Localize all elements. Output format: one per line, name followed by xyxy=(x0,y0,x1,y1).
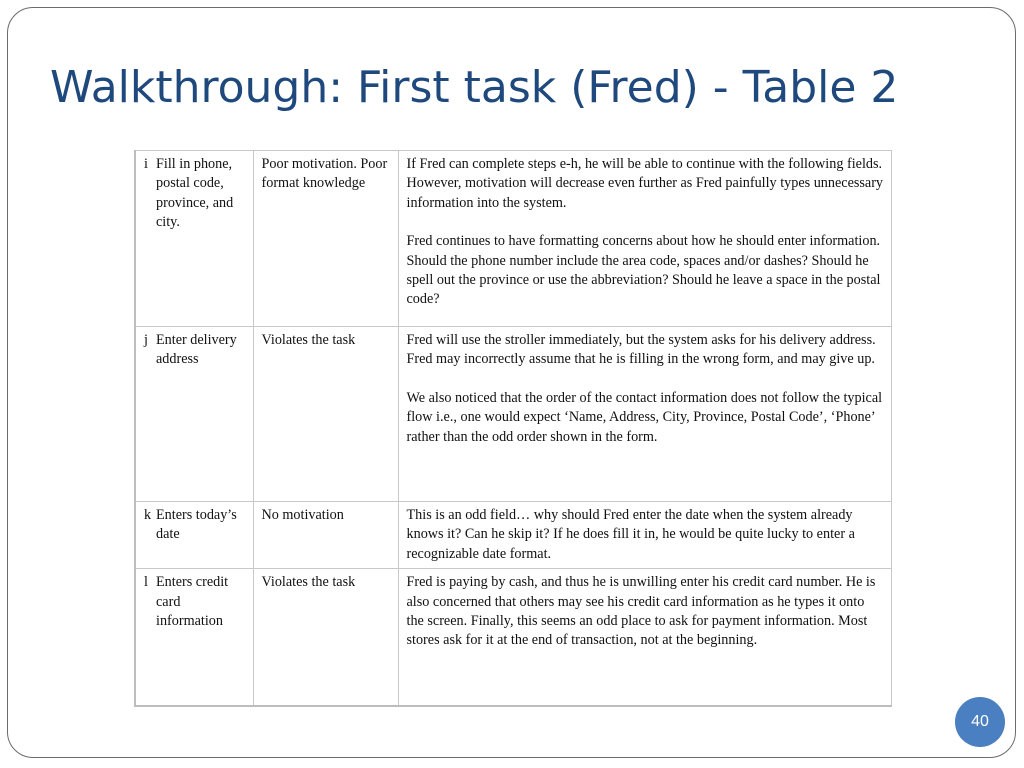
description-cell xyxy=(398,151,891,327)
description-cell xyxy=(398,327,891,502)
step-cell xyxy=(135,569,253,706)
walkthrough-table-image xyxy=(134,150,890,698)
problem-cell: Violates the task xyxy=(253,569,398,706)
step-text: Enters credit card information xyxy=(156,574,229,630)
description-paragraph: We also noticed that the order of the contact information does not follow the typical flow i.e., one would expect ‘Name, Address, City, Province, Postal Code’, ‘Phone’ rather than the odd order shown in the form. xyxy=(406,389,883,445)
description-paragraph: This is an odd field… why should Fred enter the date when the system already knows it? Can he skip it? If he does fill it in, he would be quite lucky to enter a recognizable date format. xyxy=(406,507,855,562)
problem-cell: No motivation xyxy=(253,502,398,569)
step-letter: i xyxy=(144,156,148,172)
problem-cell: Violates the task xyxy=(253,327,398,502)
page-number: 40 xyxy=(971,713,989,730)
table-row xyxy=(135,151,891,327)
description-paragraph: Fred continues to have formatting concerns about how he should enter information. Should the phone number include the area code, spaces and/or dashes? Should he spell out the province or use the abbreviation? Should he leave a space in the postal code? xyxy=(406,233,881,308)
slide-title: Walkthrough: First task (Fred) - Table 2 xyxy=(50,62,899,113)
step-text: Enter delivery address xyxy=(156,332,237,368)
step-letter: l xyxy=(144,574,148,591)
description-paragraph: Fred will use the stroller immediately, but the system asks for his delivery address. Fred may incorrectly assume that he is filling in the wrong form, and may give up. xyxy=(406,332,876,368)
table-row xyxy=(135,327,891,502)
table-row xyxy=(135,569,891,706)
step-text: Fill in phone, postal code, province, and city. xyxy=(156,156,234,231)
step-cell xyxy=(135,327,253,502)
page-number-badge xyxy=(955,697,1005,747)
problem-cell: Poor motivation. Poor format knowledge xyxy=(253,151,398,327)
step-cell xyxy=(135,151,253,327)
walkthrough-table xyxy=(134,150,892,707)
step-text: Enters today’s date xyxy=(156,507,237,543)
step-letter: k xyxy=(144,507,152,523)
step-letter: j xyxy=(144,332,148,348)
description-cell xyxy=(398,502,891,569)
description-paragraph: If Fred can complete steps e-h, he will be able to continue with the following fields. However, motivation will decrease even further as Fred painfully types unnecessary information into the system. xyxy=(406,156,884,211)
description-cell xyxy=(398,569,891,706)
description-paragraph: Fred is paying by cash, and thus he is unwilling enter his credit card number. He is also concerned that others may see his credit card information as he types it onto the screen. Finally, this seems an odd place to ask for payment information. Most stores ask for it at the end of transaction, not at the beginning. xyxy=(406,574,876,649)
step-cell xyxy=(135,502,253,569)
table-row xyxy=(135,502,891,569)
